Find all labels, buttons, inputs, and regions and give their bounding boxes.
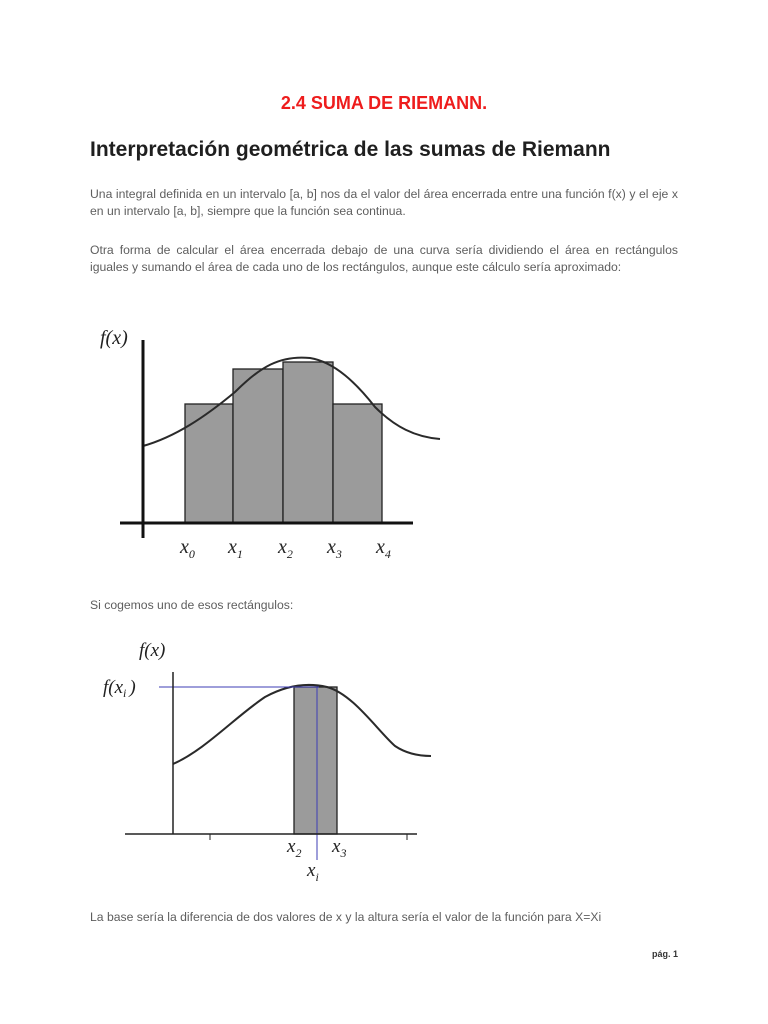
rectangle-2 — [233, 369, 283, 523]
riemann-sum-figure — [95, 322, 455, 572]
rectangle-4 — [333, 404, 382, 523]
paragraph-base-height: La base sería la diferencia de dos valores de x y la altura sería el valor de la función para X=Xi — [90, 910, 602, 924]
section-title: 2.4 SUMA DE RIEMANN. — [280, 93, 488, 113]
tick-label-x2: $x_2$ — [287, 836, 302, 860]
tick-label-x4: $x_4$ — [376, 536, 391, 561]
single-rectangle-figure — [95, 632, 445, 884]
tick-label-x1: $x_1$ — [228, 536, 243, 561]
riemann-rectangles — [185, 362, 382, 523]
y-axis-label: f(x) — [100, 327, 128, 349]
tick-label-xi: $x_i$ — [307, 860, 319, 884]
tick-label-x3: $x_3$ — [332, 836, 347, 860]
paragraph-definition: Una integral definida en un intervalo [a, b] nos da el valor del área encerrada entre una función f(x) y el eje x en un intervalo [a, b], siempre que la función sea continua. — [90, 187, 678, 218]
paragraph-single-rectangle: Si cogemos uno de esos rectángulos: — [90, 598, 294, 612]
single-rectangle — [294, 687, 337, 834]
tick-label-x2: $x_2$ — [278, 536, 293, 561]
tick-label-x3: $x_3$ — [327, 536, 342, 561]
fxi-label: $f(x_i$ ) — [103, 677, 136, 700]
tick-label-x0: $x_0$ — [180, 536, 195, 561]
paragraph-rectangles: Otra forma de calcular el área encerrada debajo de una curva sería dividiendo el área en rectángulos iguales y sumando el área de cada uno de los rectángulos, aunque este cálculo sería aproximado: — [90, 243, 678, 274]
rectangle-1 — [185, 404, 233, 523]
page-number: pág. 1 — [652, 949, 679, 959]
y-axis-label: f(x) — [139, 640, 166, 661]
rectangle-3 — [283, 362, 333, 523]
page-heading: Interpretación geométrica de las sumas de Riemann — [90, 138, 611, 161]
x-tick-labels — [179, 536, 391, 561]
